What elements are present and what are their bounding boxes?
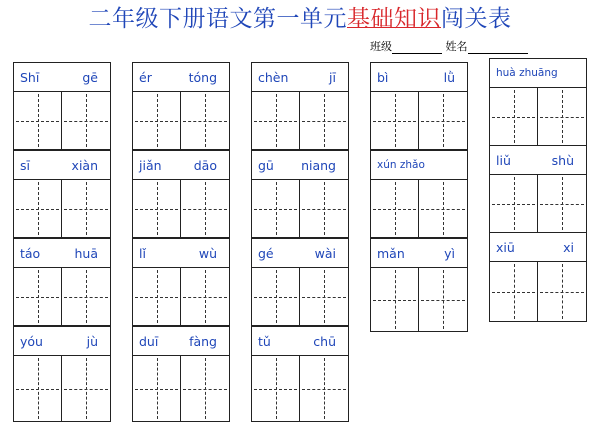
writing-cell[interactable]	[419, 91, 467, 149]
guide-line-vertical	[205, 182, 206, 235]
title-part-1: 二年级下册语文第一单元	[88, 6, 347, 32]
pinyin-label	[252, 151, 348, 179]
guide-line-vertical	[443, 182, 444, 235]
guide-line-vertical	[324, 358, 325, 419]
guide-line-vertical	[205, 94, 206, 147]
pinyin-syllable: lǐ	[139, 245, 146, 261]
guide-line-vertical	[157, 94, 158, 147]
title-part-2: 基础知识	[347, 6, 441, 32]
pinyin-card	[370, 62, 468, 150]
writing-cell[interactable]	[14, 355, 62, 421]
writing-cell[interactable]	[62, 91, 110, 149]
pinyin-card	[132, 238, 230, 326]
pinyin-card	[251, 326, 349, 422]
writing-cell[interactable]	[14, 267, 62, 325]
writing-cell[interactable]	[371, 179, 419, 237]
guide-line-vertical	[514, 177, 515, 230]
guide-line-vertical	[395, 94, 396, 147]
title-part-3: 闯关表	[441, 6, 512, 32]
writing-grid	[252, 179, 348, 237]
writing-grid	[252, 91, 348, 149]
guide-line-vertical	[276, 358, 277, 419]
pinyin-label	[252, 63, 348, 91]
pinyin-card	[489, 232, 587, 322]
writing-grid	[371, 91, 467, 149]
guide-line-vertical	[514, 264, 515, 319]
writing-grid	[14, 355, 110, 421]
pinyin-label	[252, 327, 348, 355]
pinyin-syllable: gé	[258, 245, 274, 261]
writing-cell[interactable]	[538, 174, 586, 232]
pinyin-syllable: yóu	[20, 333, 43, 349]
writing-cell[interactable]	[14, 179, 62, 237]
writing-cell[interactable]	[490, 174, 538, 232]
pinyin-card	[132, 62, 230, 150]
writing-cell[interactable]	[490, 261, 538, 321]
writing-cell[interactable]	[300, 267, 348, 325]
guide-line-vertical	[205, 358, 206, 419]
guide-line-vertical	[395, 270, 396, 329]
guide-line-vertical	[38, 270, 39, 323]
guide-line-vertical	[86, 358, 87, 419]
pinyin-card	[132, 150, 230, 238]
guide-line-vertical	[157, 270, 158, 323]
writing-cell[interactable]	[14, 91, 62, 149]
writing-cell[interactable]	[419, 179, 467, 237]
pinyin-syllable: bì	[377, 69, 389, 85]
pinyin-label	[14, 151, 110, 179]
class-label: 班级	[370, 40, 392, 53]
pinyin-syllable: jī	[329, 69, 336, 85]
writing-grid	[14, 91, 110, 149]
pinyin-syllable: táo	[20, 245, 41, 261]
pinyin-card	[489, 58, 587, 146]
pinyin-syllable: ér	[139, 69, 152, 85]
pinyin-syllable: shù	[551, 152, 574, 168]
pinyin-syllable: xún zhǎo	[377, 159, 425, 171]
writing-cell[interactable]	[181, 179, 229, 237]
pinyin-label	[133, 327, 229, 355]
writing-cell[interactable]	[371, 267, 419, 331]
pinyin-card	[251, 62, 349, 150]
writing-grid	[490, 87, 586, 145]
writing-cell[interactable]	[419, 267, 467, 331]
writing-cell[interactable]	[62, 355, 110, 421]
guide-line-vertical	[38, 182, 39, 235]
guide-line-vertical	[86, 94, 87, 147]
writing-cell[interactable]	[133, 355, 181, 421]
writing-grid	[371, 267, 467, 331]
guide-line-vertical	[443, 94, 444, 147]
pinyin-syllable: tóng	[188, 69, 217, 85]
pinyin-syllable: chèn	[258, 69, 289, 85]
pinyin-syllable: tǔ	[258, 333, 271, 349]
guide-line-vertical	[276, 94, 277, 147]
guide-line-vertical	[38, 94, 39, 147]
pinyin-label	[133, 151, 229, 179]
writing-cell[interactable]	[490, 87, 538, 145]
pinyin-syllable: huà zhuāng	[496, 67, 558, 79]
writing-cell[interactable]	[300, 179, 348, 237]
pinyin-syllable: huā	[74, 245, 98, 261]
writing-cell[interactable]	[181, 267, 229, 325]
writing-cell[interactable]	[62, 179, 110, 237]
class-blank[interactable]	[392, 43, 442, 54]
name-label: 姓名	[445, 40, 468, 53]
pinyin-syllable: chū	[313, 333, 336, 349]
writing-cell[interactable]	[133, 267, 181, 325]
writing-cell[interactable]	[300, 355, 348, 421]
guide-line-vertical	[38, 358, 39, 419]
pinyin-syllable: duī	[139, 333, 159, 349]
writing-grid	[133, 179, 229, 237]
pinyin-label	[490, 59, 586, 87]
pinyin-card	[13, 62, 111, 150]
pinyin-label	[133, 63, 229, 91]
writing-grid	[133, 355, 229, 421]
guide-line-vertical	[562, 264, 563, 319]
pinyin-label	[14, 327, 110, 355]
pinyin-label	[14, 239, 110, 267]
writing-cell[interactable]	[252, 91, 300, 149]
writing-cell[interactable]	[252, 179, 300, 237]
pinyin-label	[252, 239, 348, 267]
writing-grid	[133, 91, 229, 149]
writing-cell[interactable]	[538, 261, 586, 321]
writing-cell[interactable]	[371, 91, 419, 149]
pinyin-syllable: liǔ	[496, 152, 511, 168]
writing-cell[interactable]	[181, 355, 229, 421]
pinyin-syllable: niang	[301, 157, 336, 173]
writing-cell[interactable]	[133, 91, 181, 149]
writing-grid	[252, 267, 348, 325]
guide-line-vertical	[324, 94, 325, 147]
writing-grid	[252, 355, 348, 421]
pinyin-label	[490, 146, 586, 174]
writing-cell[interactable]	[538, 87, 586, 145]
writing-grid	[14, 179, 110, 237]
pinyin-label	[490, 233, 586, 261]
pinyin-syllable: wù	[198, 245, 217, 261]
guide-line-vertical	[86, 182, 87, 235]
pinyin-syllable: lǜ	[443, 69, 455, 85]
writing-grid	[14, 267, 110, 325]
pinyin-card	[13, 238, 111, 326]
page-title	[0, 4, 600, 34]
pinyin-card	[489, 145, 587, 233]
writing-cell[interactable]	[133, 179, 181, 237]
pinyin-syllable: jù	[86, 333, 98, 349]
guide-line-vertical	[324, 182, 325, 235]
guide-line-vertical	[443, 270, 444, 329]
pinyin-syllable: yì	[444, 245, 455, 261]
guide-line-vertical	[86, 270, 87, 323]
pinyin-syllable: mǎn	[377, 245, 405, 261]
pinyin-label	[371, 63, 467, 91]
writing-cell[interactable]	[62, 267, 110, 325]
pinyin-syllable: wài	[314, 245, 336, 261]
pinyin-syllable: xiàn	[71, 157, 98, 173]
pinyin-card	[370, 238, 468, 332]
writing-grid	[490, 174, 586, 232]
writing-grid	[133, 267, 229, 325]
writing-cell[interactable]	[300, 91, 348, 149]
pinyin-syllable: dāo	[193, 157, 217, 173]
pinyin-card	[251, 238, 349, 326]
pinyin-label	[371, 239, 467, 267]
student-info-row	[370, 38, 528, 54]
guide-line-vertical	[395, 182, 396, 235]
pinyin-syllable: xi	[563, 239, 574, 255]
writing-cell[interactable]	[252, 355, 300, 421]
guide-line-vertical	[562, 90, 563, 143]
pinyin-syllable: fàng	[189, 333, 217, 349]
writing-cell[interactable]	[181, 91, 229, 149]
guide-line-vertical	[157, 182, 158, 235]
pinyin-card	[13, 150, 111, 238]
guide-line-vertical	[562, 177, 563, 230]
pinyin-syllable: gē	[82, 69, 98, 85]
pinyin-syllable: Shī	[20, 69, 40, 85]
guide-line-vertical	[324, 270, 325, 323]
pinyin-syllable: sī	[20, 157, 30, 173]
guide-line-vertical	[276, 182, 277, 235]
name-blank[interactable]	[468, 43, 528, 54]
writing-cell[interactable]	[252, 267, 300, 325]
guide-line-vertical	[157, 358, 158, 419]
guide-line-vertical	[276, 270, 277, 323]
pinyin-card	[370, 150, 468, 238]
guide-line-vertical	[205, 270, 206, 323]
pinyin-label	[371, 151, 467, 179]
guide-line-vertical	[514, 90, 515, 143]
pinyin-syllable: gū	[258, 157, 274, 173]
pinyin-card	[13, 326, 111, 422]
pinyin-syllable: xiū	[496, 239, 515, 255]
writing-grid	[371, 179, 467, 237]
pinyin-syllable: jiǎn	[139, 157, 162, 173]
writing-grid	[490, 261, 586, 321]
pinyin-card	[132, 326, 230, 422]
pinyin-label	[14, 63, 110, 91]
pinyin-card	[251, 150, 349, 238]
pinyin-label	[133, 239, 229, 267]
